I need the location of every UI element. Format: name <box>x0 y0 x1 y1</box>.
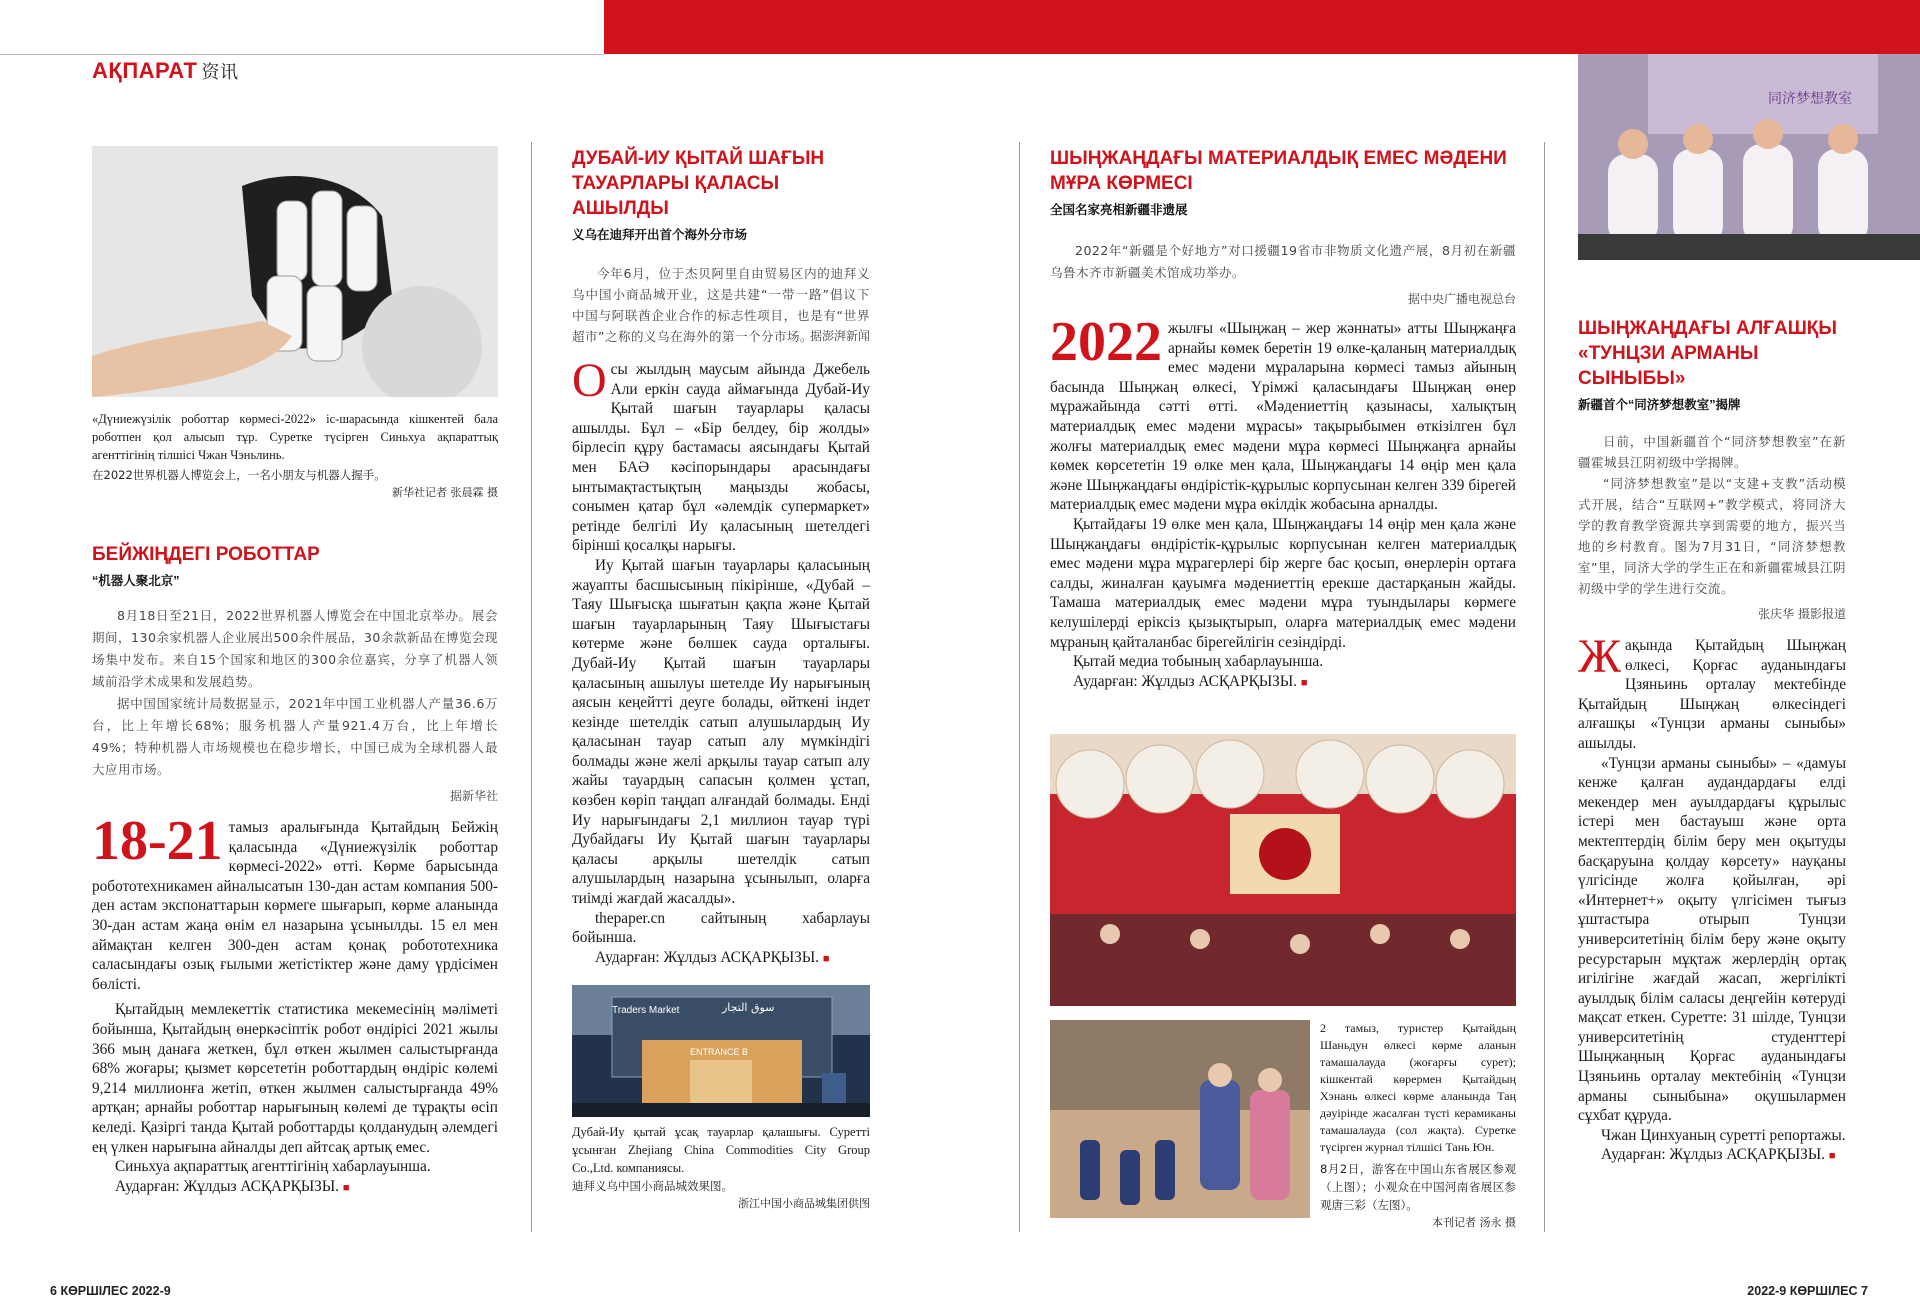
dubai-kz-paragraph: Иу Қытай шағын тауарлары қаласының жауапты басшысының пікірінше, «Дубай – Таяу Шығысқа шығатын қақпа және Қытай шағын тауарларының Таяу Шығыстағы көтерме және бөлшек сауда орталығы. Дубай-Иу Қытай шағын тауарлары қаласының ашылуы шетелде Иу нарығының аясын кеңейтті деуге болады, өйткені індет кезінде шетелдік сатып алушылардың Иу қаласынан тауар сатып алу мүмкіндігі болмады және желі арқылы тауар сатып алу жайы тауардың сапасын қолмен ұстап, көзбен көріп таңдап алғандай болмады. Енді Иу нарығындағы 2,1 миллион тауар түрі Дубайдағы Иу Қытай шағын тауарлары қаласы арқылы шетелдік сатып алушылардың назарына ұсынылып, оларға тиімді жағдай жасалды». <box>572 556 870 908</box>
section-title-zh: 资讯 <box>201 62 239 82</box>
heritage-caption-kz: 2 тамыз, туристер Қытайдың Шаньдун өлкесі көрме аланын тамашалауда (жоғарғы сурет); кішкентай көрермен Қытайдың Хэнань өлкесі көрме аланында Таң дәуірінде жасалған түсті керамиканы тамашалауда (сол жақта). Суретке түсірген журнал тілшісі Тань Юн. <box>1320 1021 1516 1154</box>
dubai-kz-paragraph <box>572 354 870 556</box>
heritage-translator: Аударған: Жұлдыз АСҚАРҚЫЗЫ. <box>1072 672 1297 690</box>
entrance-sign: ENTRANCE B <box>690 1047 749 1057</box>
tongji-title: ШЫҢЖАҢДАҒЫ АЛҒАШҚЫ «ТУНЦЗИ АРМАНЫ СЫНЫБЫ» <box>1578 318 1838 389</box>
tongji-kz-paragraph <box>1578 630 1846 754</box>
dubai-zh-source: 据澎湃新闻 <box>809 329 870 343</box>
robot-caption-zh: 在2022世界机器人博览会上，一名小朋友与机器人握手。 <box>92 468 386 482</box>
traders-caption <box>572 1123 870 1213</box>
footer-right <box>1747 1284 1868 1298</box>
robot-photo-caption <box>92 410 498 502</box>
tongji-zh-source: 张庆华 摄影报道 <box>1758 607 1846 621</box>
column-divider <box>1019 142 1020 1232</box>
column-divider <box>531 142 532 1232</box>
heritage-title: ШЫҢЖАҢДАҒЫ МАТЕРИАЛДЫҚ ЕМЕС МӘДЕНИ МҰРА КӨРМЕСІ <box>1050 148 1507 194</box>
robots-translator: Аударған: Жұлдыз АСҚАРҚЫЗЫ. <box>114 1177 339 1195</box>
dubai-dropcap: О <box>572 354 607 407</box>
robots-zh-paragraph: 8月18日至21日，2022世界机器人博览会在中国北京举办。展会期间，130余家机器人企业展出500余件展品，30余款新品在博览会现场集中发布。来自15个国家和地区的300余位嘉宾，分享了机器人领域前沿学术成果和发展趋势。 <box>92 608 498 689</box>
heritage-zh-paragraph: 2022年“新疆是个好地方”对口援疆19省市非物质文化遗产展，8月初在新疆乌鲁木齐市新疆美术馆成功举办。 <box>1050 243 1516 280</box>
tongji-kz-text: ақында Қытайдың Шыңжаң өлкесі, Қорғас ауданындағы Цзяньинь орталау мектебінде Қытайдың Шыңжаң өлкесіндегі алғашқы «Тунцзи арманы сыныбы» ашылды. <box>1578 637 1846 752</box>
robots-kz-text: тамыз аралығында Қытайдың Бейжің қаласында «Дүниежүзілік роботтар көрмесі-2022» өтті. Көрме барысында робототехникамен айналысатын 130-дан астам компания 500-ден астам экспонаттарын көрмеге шығарып, көрме аланында 30-дан астам жаңа өнім ел назарына ұсынылды. 15 ел мен аймақтан келген 300-ден астам қонақ робототехника саласындағы озық ғылыми жетістіктер және даму үрдісімен бөлісті. <box>92 819 498 993</box>
heritage-dropcap: 2022 <box>1050 311 1162 373</box>
robots-subtitle: “机器人聚北京” <box>92 574 180 588</box>
dubai-title: ДУБАЙ-ИУ ҚЫТАЙ ШАҒЫН ТАУАРЛАРЫ ҚАЛАСЫ АШЫЛДЫ <box>572 148 825 219</box>
robots-title: БЕЙЖІҢДЕГІ РОБОТТАР <box>92 544 320 565</box>
column-divider <box>1544 142 1545 1232</box>
heritage-caption <box>1320 1020 1516 1232</box>
heritage-photo-credit: 本刊记者 汤永 摄 <box>1432 1216 1516 1229</box>
robots-dropcap: 18-21 <box>92 810 223 872</box>
traders-market-photo <box>572 985 870 1117</box>
robots-translator-line <box>92 1177 498 1199</box>
dubai-subtitle: 义乌在迪拜开出首个海外分市场 <box>572 228 748 242</box>
footer-left <box>50 1284 171 1298</box>
dubai-translator-line <box>572 948 870 970</box>
magazine-name-right: 2022-9 КӨРШІЛЕС <box>1747 1284 1858 1298</box>
traders-caption-kz: Дубай-Иу қытай ұсақ тауарлар қалашығы. Суретті ұсынған Zhejiang China Commodities City Group Co.,Ltd. компаниясы. <box>572 1125 870 1175</box>
robots-kz-source: Синьхуа ақпараттық агенттігінің хабарлауынша. <box>114 1158 431 1176</box>
article-robots <box>92 542 498 1198</box>
heritage-subtitle: 全国名家亮相新疆非遗展 <box>1050 203 1188 217</box>
robots-zh-source: 据新华社 <box>449 789 498 803</box>
page-number-left: 6 <box>50 1284 57 1298</box>
article-tongji <box>1578 316 1846 1167</box>
heritage-kz-source: Қытай медиа тобының хабарлауынша. <box>1072 653 1324 671</box>
heritage-zh-source: 据中央广播电视总台 <box>1407 292 1516 306</box>
section-title-kz: АҚПАРАТ <box>92 58 198 83</box>
top-rule <box>0 54 604 55</box>
robots-kz-paragraph: Қытайдың мемлекеттік статистика мекемесінің мәліметі бойынша, Қытайдың өнеркәсіптік робот өндірісі 2021 жылы 366 мың данаға жеткен, бұл өткен жылмен салыстырғанда 68% жоғары; қызмет көрсететін роботтардың өндіріс көлемі 9,214 миллионға жетіп, өткен жылмен салыстырғанда 49% артқан; арнайы роботтар нарығының көлемі де тұрақты өсіп келеді. Қазіргі танда Қытай роботтарды қолданудың әлемдегі ең үлкен нарығына айналды деп айтсақ артық емес. <box>92 1001 498 1156</box>
article-heritage <box>1050 146 1516 693</box>
page-number-right: 7 <box>1861 1284 1868 1298</box>
dubai-zh-paragraph: 今年6月，位于杰贝阿里自由贸易区内的迪拜义乌中国小商品城开业，这是共建“一带一路”倡议下中国与阿联酋企业合作的标志性项目，也是有“世界超市”之称的义乌在海外的第一个分市场。 <box>572 266 870 344</box>
dubai-kz-source: thepaper.cn сайтының хабарлауы бойынша. <box>572 909 870 947</box>
top-red-bar <box>604 0 1920 54</box>
traders-photo-credit: 浙江中国小商品城集团供图 <box>738 1197 870 1210</box>
heritage-kz-paragraph <box>1050 311 1516 515</box>
robots-kz-paragraph <box>92 810 498 994</box>
tongji-zh-paragraph: 日前，中国新疆首个“同济梦想教室”在新疆霍城县江阴初级中学揭牌。 <box>1578 434 1846 470</box>
tongji-translator: Аударған: Жұлдыз АСҚАРҚЫЗЫ. <box>1600 1146 1825 1164</box>
heritage-caption-zh: 8月2日，游客在中国山东省展区参观（上图）；小观众在中国河南省展区参观唐三彩（左图）。 <box>1320 1162 1516 1212</box>
dubai-translator: Аударған: Жұлдыз АСҚАРҚЫЗЫ. <box>594 948 819 966</box>
dubai-kz-text: сы жылдың маусым айында Джебель Али еркін сауда аймағында Дубай-Иу Қытай шағын тауарлары қаласы ашылды. Бұл – «Бір белдеу, бір жолды» бірлесіп құру бастамасы аясындағы Қытай мен БАӘ кәсіпорындары арасындағы ынтымақтастықтың маңызды жобасы, сонымен қатар бұл «әлемдік супермаркет» ретінде белгілі Иу қаласының шетелдегі бірінші қосалқы нарығы. <box>572 361 870 555</box>
traders-sign-en: Traders Market <box>612 1005 680 1016</box>
tongji-subtitle: 新疆首个“同济梦想教室”揭牌 <box>1578 398 1741 412</box>
traders-sign-ar: سوق التجار <box>722 1001 775 1014</box>
classroom-sign: 同济梦想教室 <box>1768 91 1852 107</box>
robot-hand-photo <box>92 146 498 397</box>
tongji-kz-paragraph: Чжан Цинхуаның суретті репортажы. <box>1600 1126 1846 1144</box>
section-header <box>92 58 239 84</box>
tongji-kz-paragraph: «Тунцзи арманы сыныбы» – «дамуы кенже қалған аудандардағы елді мекендер мен ауылдардағы құрылыс істері мен бастауыш және орта мектептердің білім беру мен оқытуды басқаруына қолдау көрсету» науқаны үлгісінде жолға қойылған, әрі «Интернет+» оқыту үлгісімен тығыз ұштастыра отырып Тунцзи университетінің білім беру және оқыту ресурстарын мұқтаж жерлердің ортақ игілігіне жағдай жасап, жергілікті ауылдық білім саласы деңгейін көтеруді мақсат еткен. Суретте: 31 шілде, Тунцзи университетінің студенттері Шыңжаңның Қорғас ауданындағы Цзяньинь орталау мектебінің «Тунцзи арманы сыныбына» оқушылармен сұхбат құруда. <box>1578 754 1846 1125</box>
robot-photo-credit: 新华社记者 张晨霖 摄 <box>392 486 498 499</box>
red-square-icon: ■ <box>1300 676 1308 689</box>
robot-caption-kz: «Дүниежүзілік роботтар көрмесі-2022» іс-шарасында кішкентей бала роботпен қол алысып тұр. Суретке түсірген Синьхуа ақпараттық агенттігінің тілшісі Чжан Чэньлинь. <box>92 412 498 462</box>
heritage-translator-line <box>1050 672 1516 694</box>
tongji-translator-line <box>1578 1145 1846 1167</box>
heritage-kz-paragraph: Қытайдағы 19 өлке мен қала, Шыңжаңдағы 14 өңір мен қала және Шыңжаңдағы өндірістік-құрылыс корпусынан келген материалдық емес мәдени мұра мұрагерлері бір жерге бас қосып, өнерлерін ортаға салды, жиналған қауымға мәдениеттің ерекше дастарқанын жайды. Тамаша материалдық емес мәдени мұра туындылары көрмеге келушілерді еріксіз қызықтырып, оларға материалдық емес мәдени мұраның қайталанбас бірегейлігін сезіндірді. <box>1050 515 1516 651</box>
tang-ceramics-photo <box>1050 1020 1310 1218</box>
shandong-exhibit-photo <box>1050 734 1516 1006</box>
article-dubai <box>572 146 870 969</box>
magazine-name-left: КӨРШІЛЕС 2022-9 <box>60 1284 171 1298</box>
heritage-kz-text: жылғы «Шыңжаң – жер жәннаты» атты Шыңжаңға арнайы көмек беретін 19 өлке-қаланың материалдық емес мәдени мұраларына көрмесі тамыз айының басында Шыңжаң өлкесі, Үрімжі қаласындағы Шыңжаң өнер мұражайында сәтті өтті. «Мәдениеттің қазынасы, халықтың материалдық емес мәдени мұрасы» тақырыбымен өткізілген бұл жолғы материалдық емес мәдени мұра көрмесі Шыңжаңға арнайы көмек көрсететін 19 өлке мен қала, Шыңжаңдағы 14 өңір мен қала және Шыңжаңдағы өндірістік-құрылыс корпусынан келген 339 бірегей материалдық емес мәдени мұра өкілдік жобасына арналды. <box>1050 320 1516 514</box>
tongji-classroom-photo <box>1578 54 1920 260</box>
tongji-zh-paragraph: “同济梦想教室”是以“支建+支教”活动模式开展，结合“互联网+”教学模式，将同济大学的教育教学资源共享到需要的地方，振兴当地的乡村教育。图为7月31日，“同济梦想教室”里，同济大学的学生正在和新疆霍城县江阴初级中学的学生进行交流。 <box>1578 476 1846 596</box>
red-square-icon: ■ <box>1828 1150 1836 1163</box>
tongji-dropcap: Ж <box>1578 630 1622 683</box>
robots-zh-paragraph: 据中国国家统计局数据显示，2021年中国工业机器人产量36.6万台，比上年增长68%；服务机器人产量921.4万台，比上年增长49%；特种机器人市场规模也在稳步增长，中国已成为全球机器人最大应用市场。 <box>92 696 498 777</box>
red-square-icon: ■ <box>342 1181 350 1194</box>
red-square-icon: ■ <box>822 952 830 965</box>
traders-caption-zh: 迪拜义乌中国小商品城效果图。 <box>572 1179 733 1193</box>
